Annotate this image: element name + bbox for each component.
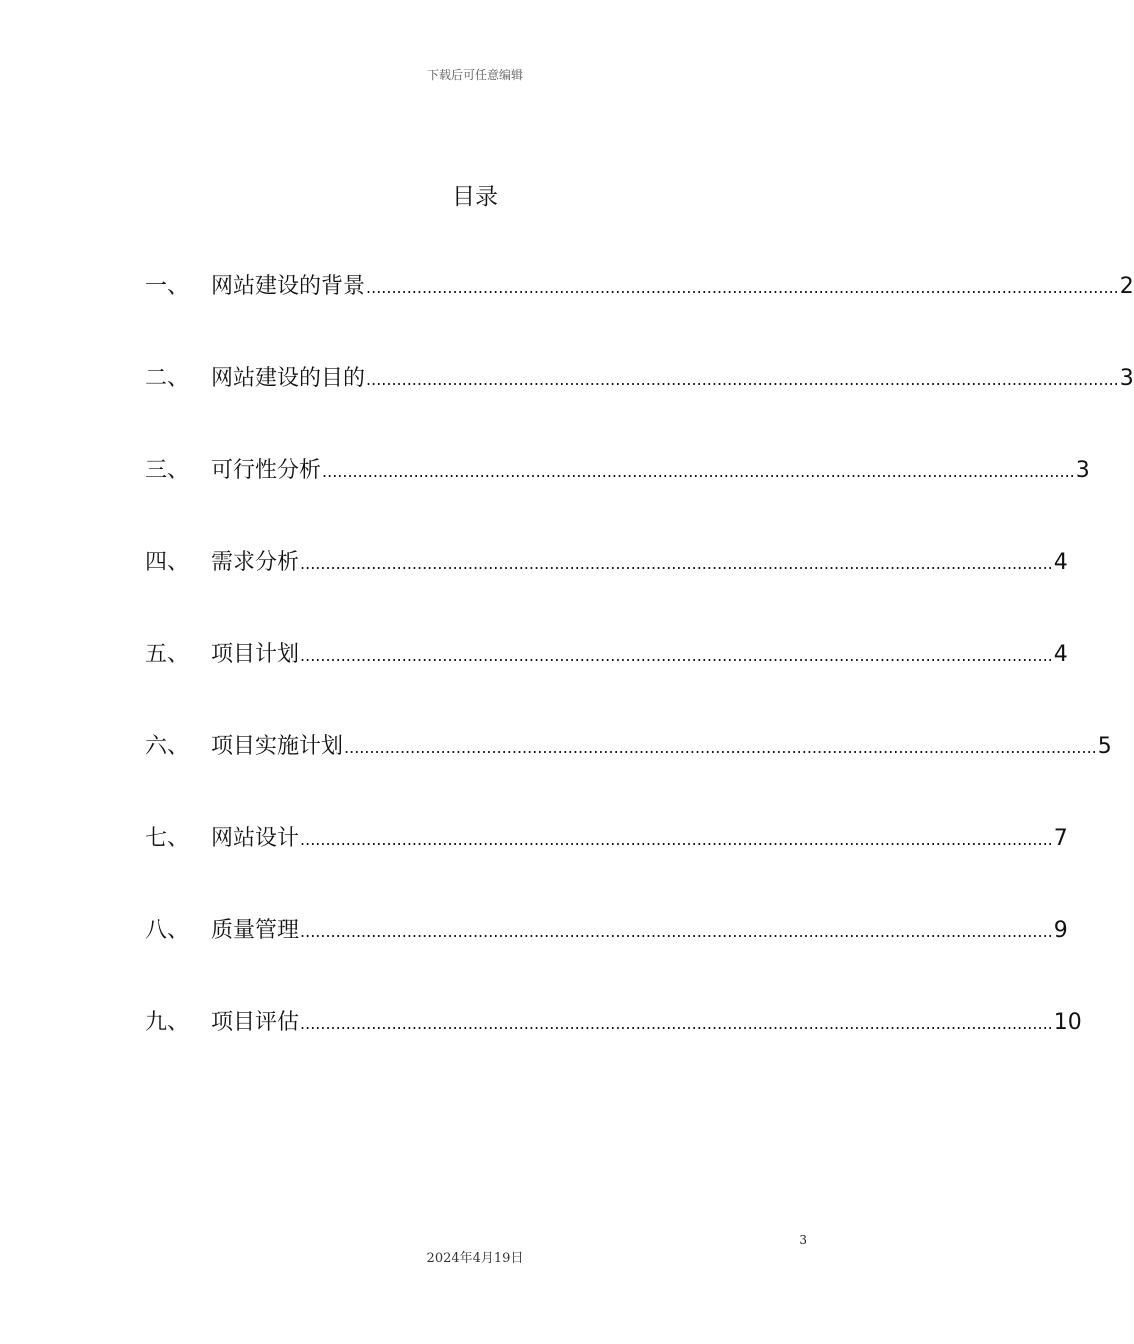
toc-entry-number: 四、	[145, 550, 190, 575]
toc-dot-leader: ....................................................................................................................................................	[366, 278, 1119, 297]
toc-dot-leader: ....................................................................................................................................................	[344, 738, 1097, 757]
toc-entry[interactable]	[145, 456, 1090, 486]
toc-dot-leader: ....................................................................................................................................................	[300, 554, 1053, 573]
toc-entry-title: 项目实施计划	[211, 734, 344, 759]
toc-entry-page: 7	[1053, 826, 1068, 851]
toc-entry[interactable]	[145, 364, 1134, 394]
toc-entry-number: 一、	[145, 274, 190, 299]
toc-title: 目录	[452, 184, 498, 210]
toc-entry-page: 9	[1053, 918, 1068, 943]
toc-entry-page: 2	[1119, 274, 1134, 299]
toc-entry-number: 三、	[145, 458, 190, 483]
toc-entry-title: 可行性分析	[211, 458, 322, 483]
toc-entry[interactable]	[145, 1008, 1082, 1038]
page-header: 下载后可任意编辑	[426, 68, 523, 82]
toc-entry-number: 二、	[145, 366, 190, 391]
toc-entry[interactable]	[145, 916, 1068, 946]
toc-entry[interactable]	[145, 824, 1068, 854]
toc-entry-title: 需求分析	[211, 550, 300, 575]
page-footer-date: 2024年4月19日	[426, 1251, 524, 1266]
toc-entry-title: 质量管理	[211, 918, 300, 943]
toc-dot-leader: ....................................................................................................................................................	[300, 1014, 1053, 1033]
toc-entry[interactable]	[145, 272, 1134, 302]
toc-entry-title: 项目计划	[211, 642, 300, 667]
toc-entry[interactable]	[145, 640, 1068, 670]
toc-dot-leader: ....................................................................................................................................................	[300, 830, 1053, 849]
toc-entry-page: 5	[1097, 734, 1112, 759]
toc-entry[interactable]	[145, 548, 1068, 578]
toc-entry-number: 五、	[145, 642, 190, 667]
toc-entry-page: 4	[1053, 642, 1068, 667]
toc-entry-page: 10	[1053, 1010, 1082, 1035]
toc-entry-number: 九、	[145, 1010, 190, 1035]
toc-entry-page: 3	[1119, 366, 1134, 391]
toc-dot-leader: ....................................................................................................................................................	[366, 370, 1119, 389]
toc-entry-number: 八、	[145, 918, 190, 943]
toc-entry-number: 六、	[145, 734, 190, 759]
toc-entry-page: 4	[1053, 550, 1068, 575]
toc-entry-title: 项目评估	[211, 1010, 300, 1035]
toc-entry-title: 网站建设的目的	[211, 366, 366, 391]
toc-entry-title: 网站设计	[211, 826, 300, 851]
toc-entry-number: 七、	[145, 826, 190, 851]
toc-dot-leader: ....................................................................................................................................................	[322, 462, 1075, 481]
toc-entry-title: 网站建设的背景	[211, 274, 366, 299]
toc-entry[interactable]	[145, 732, 1112, 762]
toc-dot-leader: ....................................................................................................................................................	[300, 922, 1053, 941]
toc-entry-page: 3	[1075, 458, 1090, 483]
toc-dot-leader: ....................................................................................................................................................	[300, 646, 1053, 665]
page-number: 3	[799, 1233, 807, 1247]
